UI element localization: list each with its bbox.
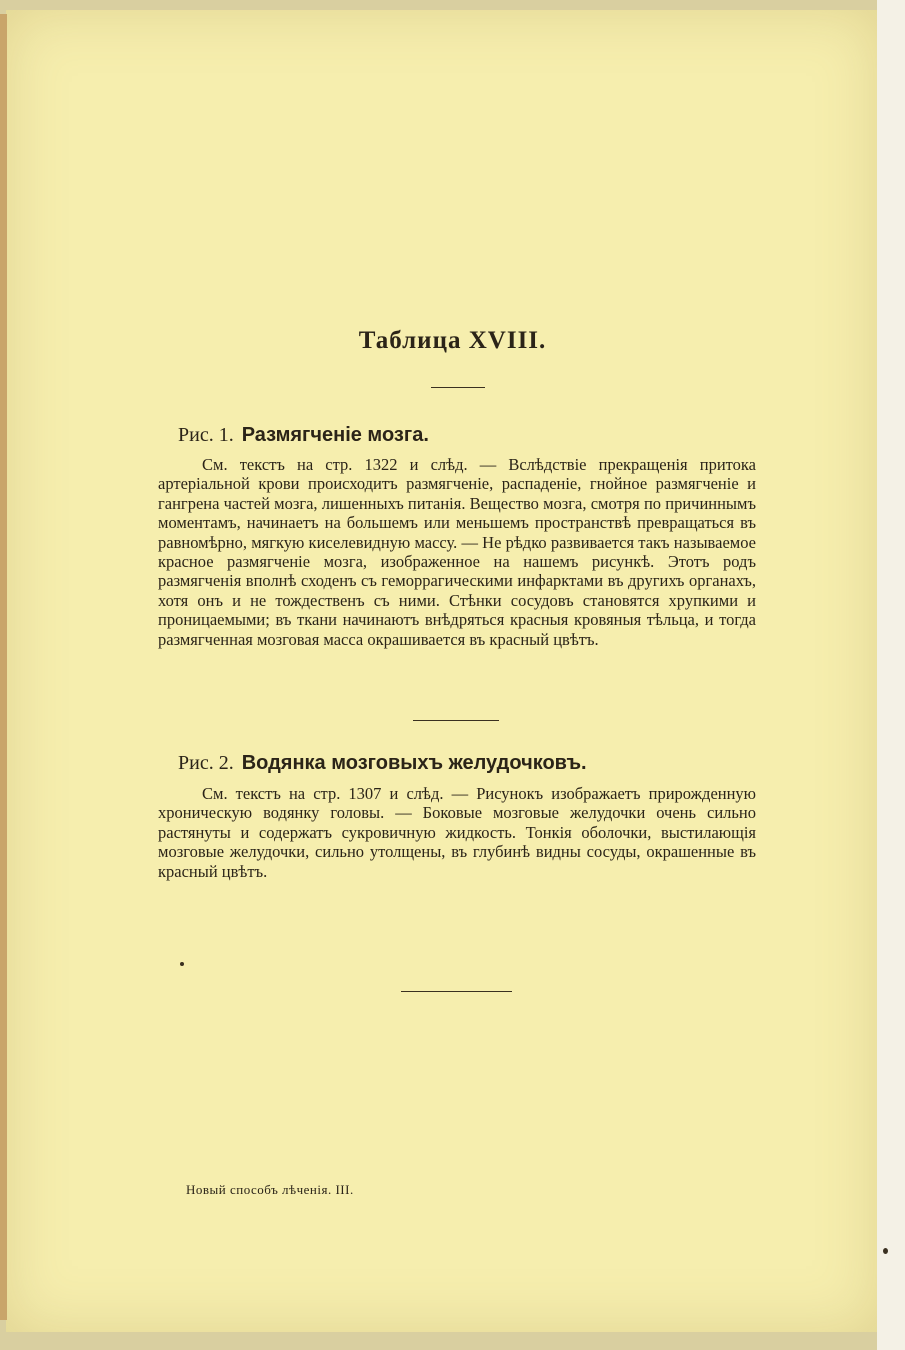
ink-speck: [180, 962, 184, 966]
page-left-edge: [0, 14, 7, 1320]
fig1-title: Размягченіе мозга.: [241, 424, 429, 446]
ink-speck: [883, 1248, 888, 1254]
end-rule: [401, 991, 512, 992]
fig1-number: Рис. 1.: [178, 424, 234, 446]
fig2-number: Рис. 2.: [178, 752, 234, 774]
fig1-heading: [178, 424, 429, 447]
title-rule: [431, 387, 485, 388]
fig2-title: Водянка мозговыхъ желудочковъ.: [241, 752, 587, 774]
page-right-margin: [877, 0, 905, 1350]
fig1-text: См. текстъ на стр. 1322 и слѣд. — Вслѣдствіе прекращенія притока артеріальной крови происходитъ размягченіе, распаденіе, гнойное размягченіе и гангрена частей мозга, лишенныхъ питанія. Вещество мозга, смотря по причиннымъ моментамъ, начинаетъ на большемъ или меньшемъ пространствѣ превращаться въ равномѣрно, мягкую киселевидную массу. — Не рѣдко развивается такъ называемое красное размягченіе мозга, изображенное на нашемъ рисункѣ. Этотъ родъ размягченія вполнѣ сходенъ съ геморрагическими инфарктами въ другихъ органахъ, хотя онъ и не тождественъ съ ними. Стѣнки сосудовъ становятся хрупкими и проницаемыми; въ ткани начинаютъ внѣдряться красныя кровяныя тѣльца, и тогда размягченная мозговая масса окрашивается въ красный цвѣтъ.: [158, 455, 756, 649]
fig2-text: См. текстъ на стр. 1307 и слѣд. — Рисунокъ изображаетъ прирожденную хроническую водянку головы. — Боковые мозговые желудочки очень сильно растянуты и содержатъ сукровичную жидкость. Тонкія оболочки, выстилающія мозговые желудочки, сильно утолщены, въ глубинѣ видны сосуды, окрашенные въ красный цвѣтъ.: [158, 784, 756, 881]
fig2-heading: [178, 752, 587, 775]
footer-signature: Новый способъ лѣченія. III.: [186, 1182, 354, 1197]
table-title: Таблица XVIII.: [358, 327, 547, 354]
page-sheet: [6, 10, 878, 1332]
section-rule: [413, 720, 499, 721]
